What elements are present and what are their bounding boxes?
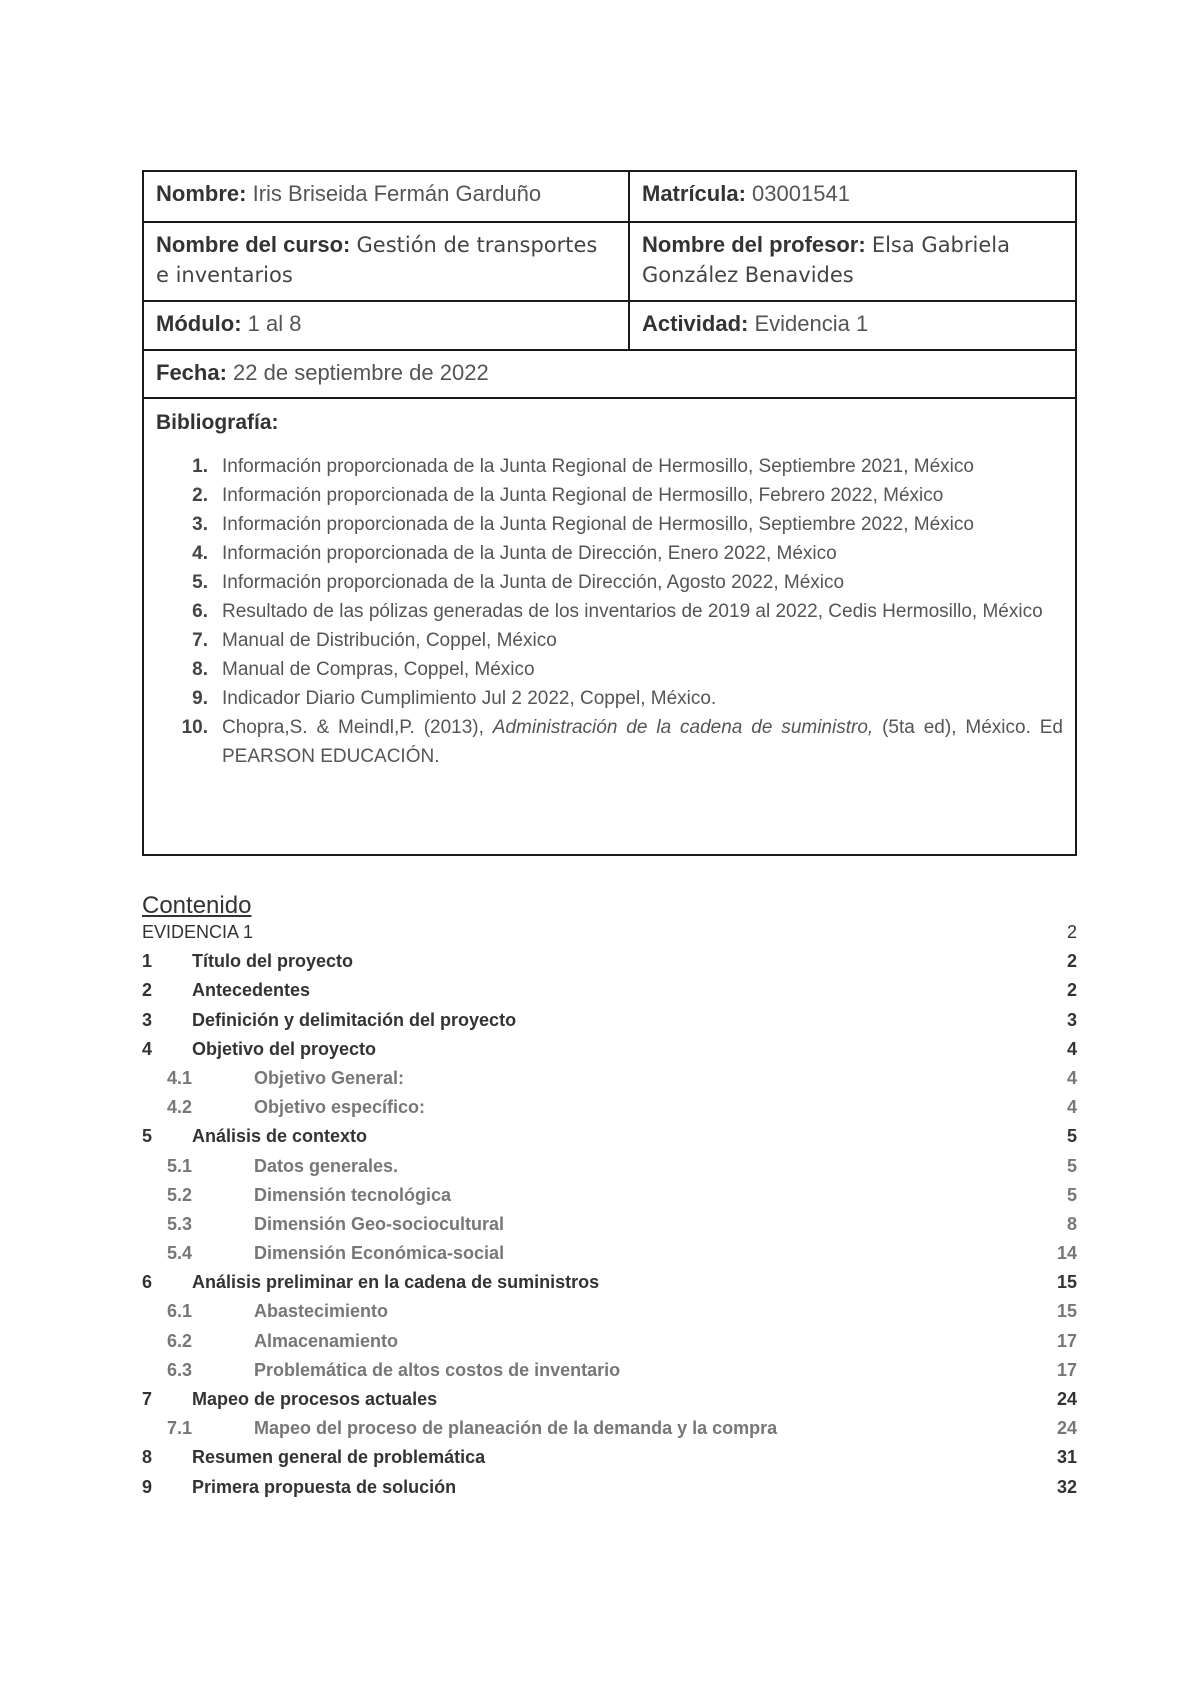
profesor-label: Nombre del profesor: xyxy=(642,232,866,257)
toc-entry-number: 4.2 xyxy=(167,1097,193,1118)
bibliografia-item-text: Información proporcionada de la Junta Regional de Hermosillo, Septiembre 2022, México xyxy=(222,514,974,535)
toc-entry-number: 9 xyxy=(142,1476,153,1497)
bibliografia-item-book-title: Administración de la cadena de suministro, xyxy=(492,717,874,738)
toc-entry-text: Dimensión Económica-social xyxy=(254,1243,505,1264)
bibliografia-item-number: 4. xyxy=(192,543,208,564)
toc-entry-page: 4 xyxy=(1066,1097,1077,1118)
toc-entry-page: 24 xyxy=(1056,1389,1077,1409)
toc-entry-page: 2 xyxy=(1066,951,1077,972)
toc-title: Contenido xyxy=(142,892,252,919)
toc-entry-page: 2 xyxy=(1066,922,1077,942)
toc-entry-text: Objetivo General: xyxy=(254,1067,405,1088)
bibliografia-item xyxy=(156,539,1063,568)
toc-entry-text: Análisis de contexto xyxy=(192,1126,368,1147)
curso-label: Nombre del curso: xyxy=(156,232,351,257)
toc-entry-page: 15 xyxy=(1056,1272,1077,1293)
toc-entry-text: Mapeo de procesos actuales xyxy=(192,1389,438,1409)
toc-entry[interactable] xyxy=(142,1243,1077,1272)
bibliografia-item xyxy=(156,481,1063,510)
toc-entry[interactable] xyxy=(142,1447,1077,1476)
toc-entry-text: Objetivo del proyecto xyxy=(192,1038,377,1059)
toc-entry[interactable] xyxy=(142,1039,1077,1068)
bibliografia-item-number: 2. xyxy=(192,485,208,506)
bibliografia-item-text xyxy=(222,713,1063,771)
bibliografia-title: Bibliografía: xyxy=(156,411,279,434)
toc-entry-text: Análisis preliminar en la cadena de suministros xyxy=(192,1272,600,1293)
toc-entry-number: 6.2 xyxy=(167,1330,193,1351)
toc-entry-number: 7 xyxy=(142,1389,153,1409)
toc-entry-page: 17 xyxy=(1056,1359,1077,1380)
modulo-cell xyxy=(144,302,630,349)
bibliografia-item-number: 6. xyxy=(192,601,208,622)
toc-entry-text: Mapeo del proceso de planeación de la demanda y la compra xyxy=(254,1418,778,1439)
toc-entry-number: 6.3 xyxy=(167,1359,193,1380)
toc-entry-page: 2 xyxy=(1066,980,1077,1001)
toc-entry-number: 5 xyxy=(142,1126,153,1147)
bibliografia-item xyxy=(156,510,1063,539)
toc-entry-number: 2 xyxy=(142,980,153,1001)
toc-entry-text: Título del proyecto xyxy=(192,951,354,972)
modulo-label: Módulo: xyxy=(156,311,242,336)
toc-entry-number: 6 xyxy=(142,1272,153,1293)
info-row-curso xyxy=(144,223,1075,302)
toc-entry-page: 3 xyxy=(1066,1009,1077,1030)
bibliografia-item xyxy=(156,684,1063,713)
toc-entries xyxy=(142,922,1077,1506)
toc-entry[interactable] xyxy=(142,1418,1077,1447)
bibliografia-item xyxy=(156,626,1063,655)
toc-entry-number: 3 xyxy=(142,1009,153,1030)
bibliografia-item-number: 9. xyxy=(192,688,208,709)
info-row-bibliografia xyxy=(144,399,1075,854)
bibliografia-item-text: Información proporcionada de la Junta de Dirección, Agosto 2022, México xyxy=(222,572,845,593)
toc-entry[interactable] xyxy=(142,1477,1077,1506)
curso-cell xyxy=(144,223,630,300)
toc-entry-text: Datos generales. xyxy=(254,1155,399,1176)
toc-entry-page: 5 xyxy=(1066,1155,1077,1176)
info-row-fecha xyxy=(144,351,1075,399)
table-of-contents xyxy=(142,892,1077,1506)
toc-entry[interactable] xyxy=(142,951,1077,980)
toc-entry-page: 31 xyxy=(1056,1447,1077,1468)
nombre-value: Iris Briseida Fermán Garduño xyxy=(252,181,542,206)
toc-entry-number: 5.4 xyxy=(167,1243,193,1264)
toc-entry-number: 5.2 xyxy=(167,1184,193,1205)
toc-entry-text: Almacenamiento xyxy=(254,1330,399,1351)
toc-entry-page: 15 xyxy=(1056,1301,1077,1322)
info-table xyxy=(142,170,1077,856)
info-row-nombre xyxy=(144,172,1075,223)
toc-entry-text: Antecedentes xyxy=(192,980,311,1001)
toc-entry[interactable] xyxy=(142,922,1077,951)
bibliografia-item-text: Manual de Distribución, Coppel, México xyxy=(222,630,557,651)
toc-entry[interactable] xyxy=(142,1126,1077,1155)
toc-entry-number: 4 xyxy=(142,1038,153,1059)
toc-entry-number: 8 xyxy=(142,1447,153,1468)
toc-entry[interactable] xyxy=(142,1360,1077,1389)
toc-entry-page: 5 xyxy=(1066,1184,1077,1205)
toc-entry-number: 1 xyxy=(142,951,153,972)
modulo-value: 1 al 8 xyxy=(247,311,302,336)
matricula-value: 03001541 xyxy=(752,181,850,206)
toc-entry-number: 5.3 xyxy=(167,1213,193,1234)
toc-entry[interactable] xyxy=(142,1185,1077,1214)
bibliografia-cell xyxy=(144,399,1075,854)
bibliografia-item xyxy=(156,452,1063,481)
toc-entry-text: Resumen general de problemática xyxy=(192,1447,486,1468)
toc-entry-number: 7.1 xyxy=(167,1418,193,1439)
bibliografia-item-number: 3. xyxy=(192,514,208,535)
actividad-label: Actividad: xyxy=(642,311,749,336)
toc-entry[interactable] xyxy=(142,1010,1077,1039)
bibliografia-item xyxy=(156,568,1063,597)
toc-entry-text: EVIDENCIA 1 xyxy=(142,922,254,942)
toc-entry-text: Abastecimiento xyxy=(254,1301,389,1322)
nombre-cell xyxy=(144,172,630,221)
toc-entry-page: 17 xyxy=(1056,1330,1077,1351)
toc-entry-number: 6.1 xyxy=(167,1301,193,1322)
bibliografia-item-text: Manual de Compras, Coppel, México xyxy=(222,659,535,680)
toc-entry[interactable] xyxy=(142,1301,1077,1330)
toc-entry[interactable] xyxy=(142,1389,1077,1418)
toc-entry-text: Objetivo específico: xyxy=(254,1097,426,1118)
bibliografia-item-text-part: (5ta ed), México. Ed PEARSON EDUCACIÓN. xyxy=(222,717,1063,767)
toc-entry-page: 5 xyxy=(1066,1126,1077,1147)
toc-entry[interactable] xyxy=(142,1156,1077,1185)
bibliografia-item-text: Información proporcionada de la Junta Regional de Hermosillo, Febrero 2022, México xyxy=(222,485,944,506)
bibliografia-item-text-part: Chopra,S. & Meindl,P. (2013), xyxy=(222,717,493,738)
bibliografia-item-text: Indicador Diario Cumplimiento Jul 2 2022, Coppel, México. xyxy=(222,688,717,709)
toc-entry[interactable] xyxy=(142,1097,1077,1126)
actividad-value: Evidencia 1 xyxy=(754,311,869,336)
profesor-value: Elsa Gabriela González Benavides xyxy=(642,233,1010,287)
toc-entry[interactable] xyxy=(142,1214,1077,1243)
fecha-label: Fecha: xyxy=(156,360,227,385)
toc-entry-page: 24 xyxy=(1056,1418,1077,1439)
toc-entry-text: Problemática de altos costos de inventario xyxy=(254,1359,621,1380)
bibliografia-item-text: Información proporcionada de la Junta de Dirección, Enero 2022, México xyxy=(222,543,837,564)
bibliografia-item-text: Resultado de las pólizas generadas de los inventarios de 2019 al 2022, Cedis Hermosillo, México xyxy=(222,601,1043,622)
bibliografia-item-number: 1. xyxy=(192,456,208,477)
toc-entry[interactable] xyxy=(142,1068,1077,1097)
nombre-label: Nombre: xyxy=(156,181,247,206)
fecha-value: 22 de septiembre de 2022 xyxy=(233,360,489,385)
profesor-cell xyxy=(630,223,1075,300)
bibliografia-item-number: 8. xyxy=(192,659,208,680)
fecha-cell xyxy=(144,351,1075,397)
bibliografia-item xyxy=(156,655,1063,684)
toc-entry-text: Dimensión Geo-sociocultural xyxy=(254,1213,505,1234)
toc-entry-page: 8 xyxy=(1066,1213,1077,1234)
toc-entry-text: Primera propuesta de solución xyxy=(192,1476,457,1497)
bibliografia-item-number: 5. xyxy=(192,572,208,593)
toc-entry-number: 5.1 xyxy=(167,1155,193,1176)
curso-value: Gestión de transportes e inventarios xyxy=(156,233,598,287)
toc-entry[interactable] xyxy=(142,1272,1077,1301)
toc-entry-number: 4.1 xyxy=(167,1067,193,1088)
toc-entry[interactable] xyxy=(142,980,1077,1009)
bibliografia-item xyxy=(156,597,1063,626)
matricula-cell xyxy=(630,172,1075,221)
bibliografia-list xyxy=(156,452,1063,771)
toc-entry-page: 32 xyxy=(1056,1476,1077,1497)
toc-entry-text: Dimensión tecnológica xyxy=(254,1184,452,1205)
toc-entry[interactable] xyxy=(142,1331,1077,1360)
toc-entry-text: Definición y delimitación del proyecto xyxy=(192,1009,517,1030)
bibliografia-item-text: Información proporcionada de la Junta Regional de Hermosillo, Septiembre 2021, México xyxy=(222,456,974,477)
toc-entry-page: 4 xyxy=(1066,1038,1077,1059)
toc-entry-page: 4 xyxy=(1066,1067,1077,1088)
bibliografia-item-number: 7. xyxy=(192,630,208,651)
bibliografia-item-number: 10. xyxy=(181,717,208,738)
info-row-modulo xyxy=(144,302,1075,351)
toc-entry-page: 14 xyxy=(1056,1243,1077,1264)
bibliografia-item xyxy=(156,713,1063,771)
actividad-cell xyxy=(630,302,1075,349)
matricula-label: Matrícula: xyxy=(642,181,746,206)
